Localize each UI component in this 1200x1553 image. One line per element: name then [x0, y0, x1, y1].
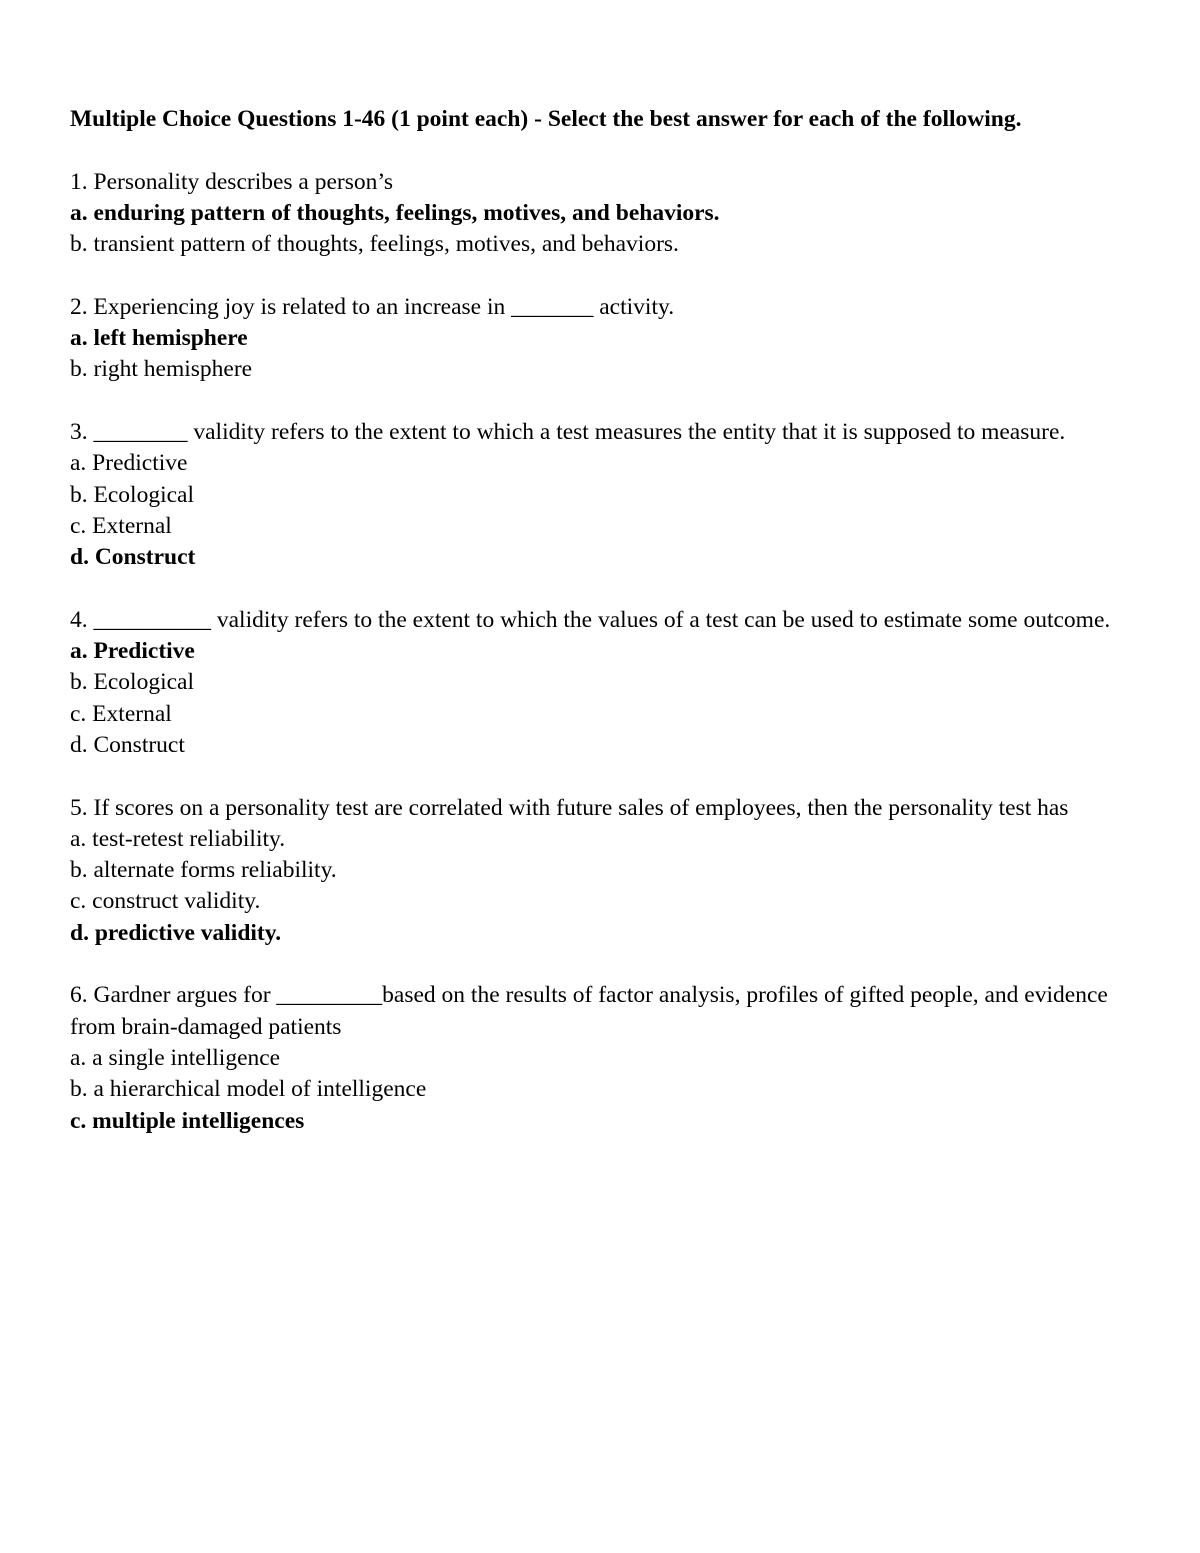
question-3 — [70, 417, 1130, 573]
answer-option: b. transient pattern of thoughts, feelings, motives, and behaviors. — [70, 231, 679, 258]
answer-option: a. a single intelligence — [70, 1044, 281, 1071]
answer-option-correct: a. Predictive — [70, 638, 195, 665]
question-1 — [70, 167, 1130, 261]
instructions-heading: Multiple Choice Questions 1-46 (1 point each) - Select the best answer for each of the following. — [70, 106, 1022, 132]
document-page — [70, 104, 1130, 1168]
question-4 — [70, 605, 1130, 761]
answer-option: b. right hemisphere — [70, 356, 253, 383]
answer-option-correct: d. Construct — [70, 544, 196, 571]
answer-option-correct: c. multiple intelligences — [70, 1107, 305, 1134]
question-stem: 3. ________ validity refers to the extent to which a test measures the entity that it is supposed to measure. — [70, 418, 1066, 445]
answer-option: d. Construct — [70, 731, 185, 758]
answer-option: b. alternate forms reliability. — [70, 857, 337, 884]
question-list — [70, 167, 1130, 1137]
answer-option: c. External — [70, 512, 172, 539]
answer-option: a. Predictive — [70, 450, 188, 477]
question-stem: 5. If scores on a personality test are correlated with future sales of employees, then the personality test has — [70, 794, 1069, 821]
question-5 — [70, 793, 1130, 949]
answer-option: a. test-retest reliability. — [70, 825, 286, 852]
question-6 — [70, 980, 1130, 1136]
question-2 — [70, 292, 1130, 386]
answer-option: b. a hierarchical model of intelligence — [70, 1076, 427, 1103]
answer-option: c. construct validity. — [70, 888, 261, 915]
question-stem: 2. Experiencing joy is related to an increase in _______ activity. — [70, 293, 675, 320]
answer-option: b. Ecological — [70, 669, 194, 696]
question-stem: 4. __________ validity refers to the extent to which the values of a test can be used to estimate some outcome. — [70, 606, 1111, 633]
answer-option-correct: a. left hemisphere — [70, 325, 248, 352]
answer-option: c. External — [70, 700, 172, 727]
question-stem: 6. Gardner argues for _________based on the results of factor analysis, profiles of gifted people, and evidence from brain-damaged patients — [70, 982, 1108, 1040]
answer-option: b. Ecological — [70, 481, 194, 508]
answer-option-correct: a. enduring pattern of thoughts, feelings, motives, and behaviors. — [70, 199, 720, 226]
answer-option-correct: d. predictive validity. — [70, 919, 282, 946]
question-stem: 1. Personality describes a person’s — [70, 168, 394, 195]
